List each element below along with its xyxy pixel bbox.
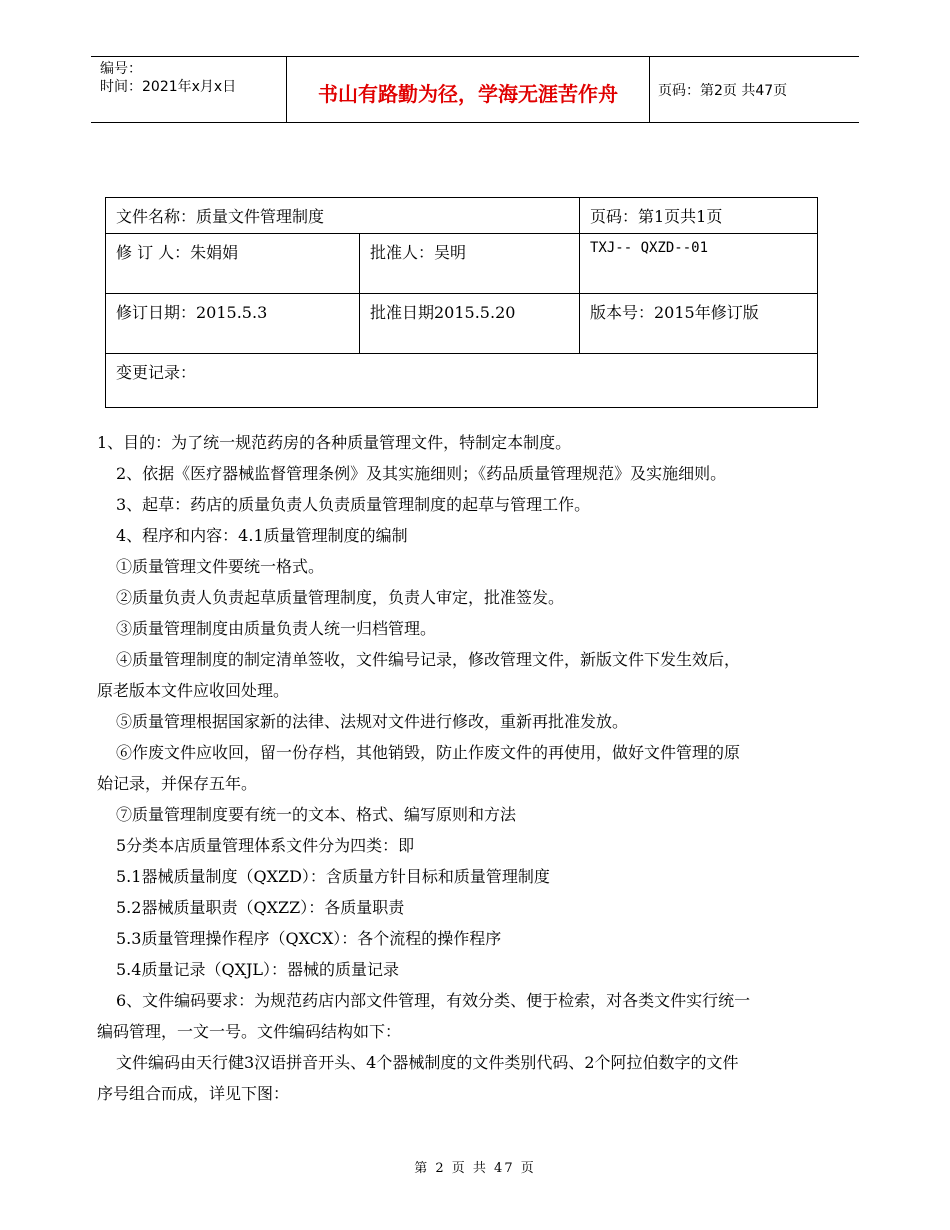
list-item: ⑦质量管理制度要有统一的文本、格式、编写原则和方法 — [116, 805, 517, 824]
table-row — [106, 294, 818, 354]
header-meta — [100, 60, 236, 96]
header-page-info: 页码：第2页 共47页 — [658, 83, 788, 99]
list-item-line: ④质量管理制度的制定清单签收，文件编号记录，修改管理文件，新版文件下发生效后， — [116, 650, 741, 669]
document-info-table — [105, 197, 818, 408]
list-item: ①质量管理文件要统一格式。 — [116, 557, 325, 576]
list-item — [97, 737, 857, 799]
header-motto: 书山有路勤为径，学海无涯苦作舟 — [318, 82, 618, 106]
list-item: ⑤质量管理根据国家新的法律、法规对文件进行修改，重新再批准发放。 — [116, 712, 629, 731]
list-item-line: ⑥作废文件应收回，留一份存档，其他销毁，防止作废文件的再使用，做好文件管理的原 — [116, 743, 741, 762]
paragraph-continuation: 序号组合而成，详见下图： — [97, 1084, 290, 1103]
list-item: 5.1器械质量制度（QXZD）：含质量方针目标和质量管理制度 — [116, 867, 550, 886]
document-body — [97, 427, 857, 1109]
approver-cell: 批准人：吴明 — [360, 234, 580, 294]
page-cell: 页码：第1页共1页 — [580, 198, 818, 234]
list-item-continuation: 原老版本文件应收回处理。 — [97, 681, 290, 700]
table-row — [106, 198, 818, 234]
header-top-rule — [91, 56, 859, 57]
header-divider-right — [649, 56, 650, 122]
list-item: 5.3质量管理操作程序（QXCX）：各个流程的操作程序 — [116, 929, 502, 948]
paragraph-line: 文件编码由天行健3汉语拼音开头、4个器械制度的文件类别代码、2个阿拉伯数字的文件 — [116, 1053, 739, 1072]
paragraph-coding-requirements — [97, 985, 857, 1047]
paragraph-continuation: 编码管理，一文一号。文件编码结构如下： — [97, 1022, 402, 1041]
paragraph-classification: 5分类本店质量管理体系文件分为四类：即 — [116, 836, 415, 855]
list-item: 5.2器械质量职责（QXZZ）：各质量职责 — [116, 898, 405, 917]
document-code-cell: TXJ-- QXZD--01 — [580, 234, 818, 294]
reviser-cell: 修 订 人：朱娟娟 — [106, 234, 360, 294]
list-item: 5.4质量记录（QXJL）：器械的质量记录 — [116, 960, 399, 979]
paragraph-procedure: 4、程序和内容：4.1质量管理制度的编制 — [116, 526, 408, 545]
page-footer: 第 2 页 共 47 页 — [414, 1161, 536, 1176]
paragraph-basis: 2、依据《医疗器械监督管理条例》及其实施细则；《药品质量管理规范》及实施细则。 — [116, 464, 727, 483]
list-item: ③质量管理制度由质量负责人统一归档管理。 — [116, 619, 437, 638]
list-item — [97, 644, 857, 706]
list-item: ②质量负责人负责起草质量管理制度，负责人审定，批准签发。 — [116, 588, 565, 607]
version-cell: 版本号：2015年修订版 — [580, 294, 818, 354]
paragraph-drafting: 3、起草：药店的质量负责人负责质量管理制度的起草与管理工作。 — [116, 495, 591, 514]
approve-date-cell: 批准日期2015.5.20 — [360, 294, 580, 354]
paragraph-purpose: 1、目的：为了统一规范药房的各种质量管理文件，特制定本制度。 — [97, 433, 572, 452]
paragraph-line: 6、文件编码要求：为规范药店内部文件管理，有效分类、便于检索，对各类文件实行统一 — [116, 991, 751, 1010]
header-time-label: 时间：2021年x月x日 — [100, 79, 237, 95]
table-row — [106, 234, 818, 294]
header-bottom-rule — [91, 122, 859, 123]
header-number-label: 编号： — [100, 61, 142, 77]
revise-date-cell: 修订日期：2015.5.3 — [106, 294, 360, 354]
table-row — [106, 354, 818, 408]
paragraph-coding-structure — [97, 1047, 857, 1109]
file-name-cell: 文件名称：质量文件管理制度 — [106, 198, 580, 234]
list-item-continuation: 始记录，并保存五年。 — [97, 774, 258, 793]
change-log-cell: 变更记录： — [106, 354, 818, 408]
